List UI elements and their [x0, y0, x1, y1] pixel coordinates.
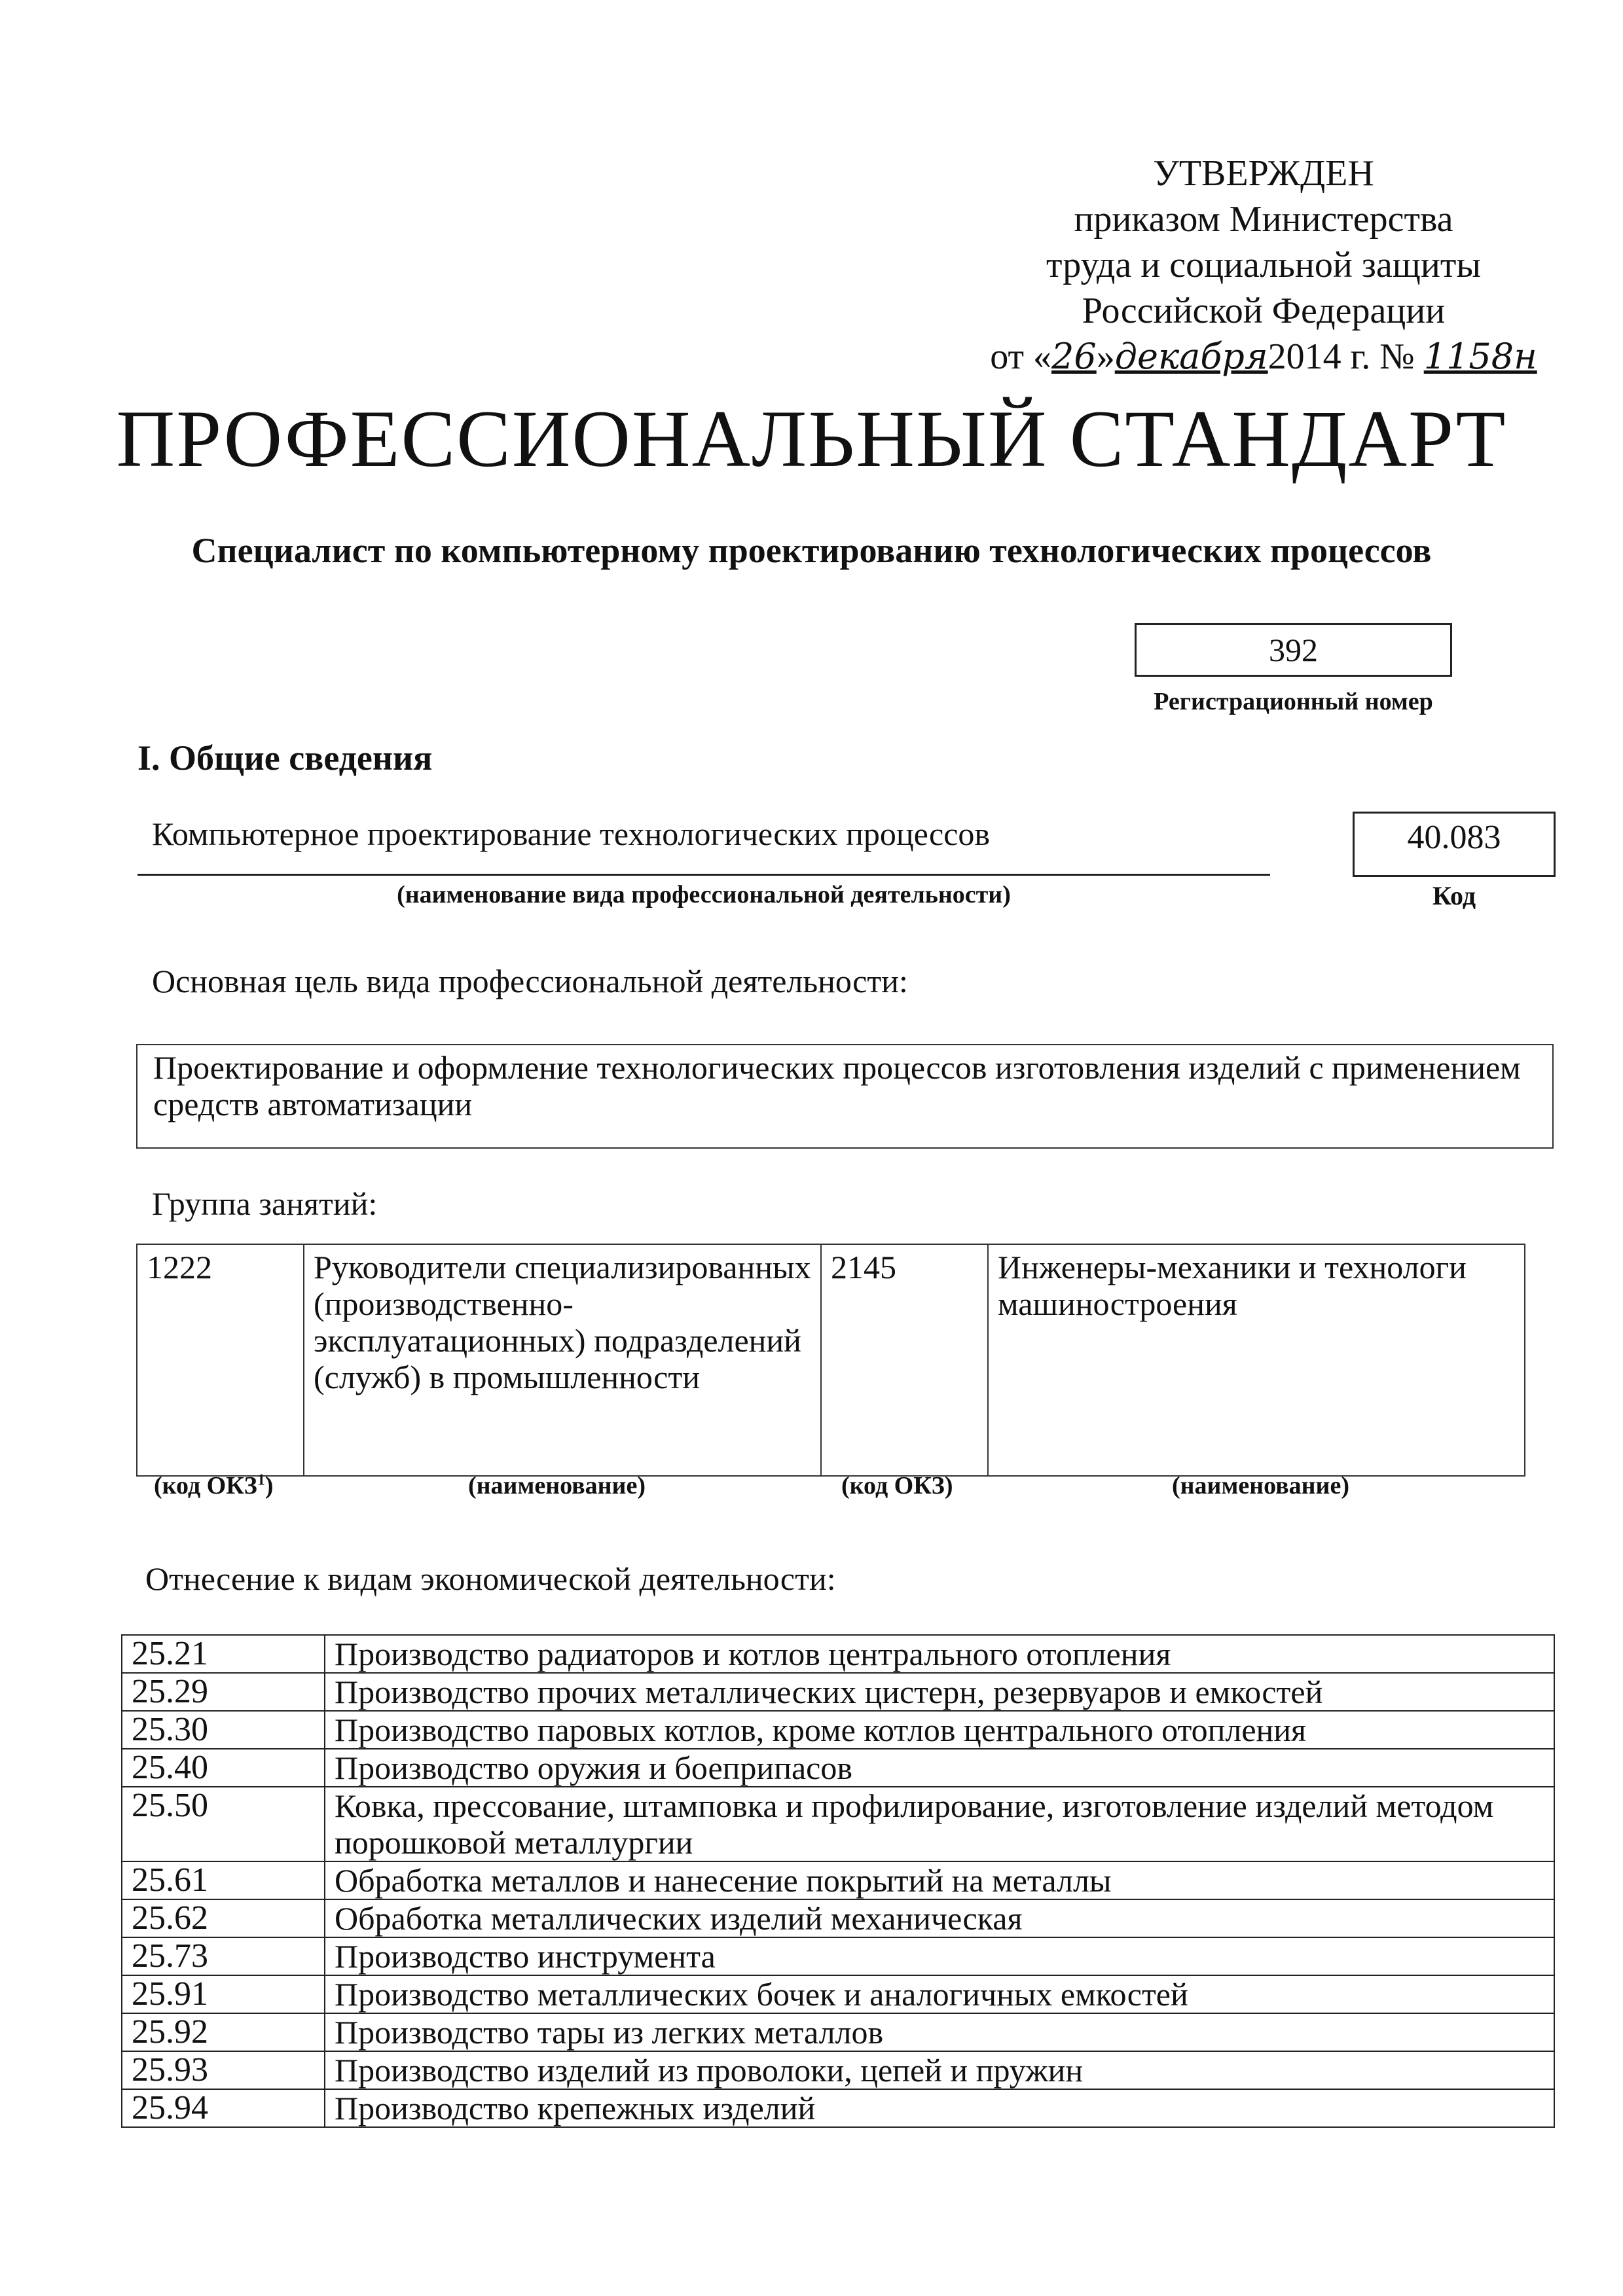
activity-code-box: 40.083: [1353, 812, 1556, 877]
document-title: ПРОФЕССИОНАЛЬНЫЙ СТАНДАРТ: [116, 394, 1507, 484]
approval-line: Российской Федерации: [1082, 291, 1446, 331]
table-row: [122, 2051, 1554, 2089]
activity-code-cell: 25.21: [122, 1635, 325, 1673]
date-prefix: от «: [990, 336, 1051, 377]
occupation-code-caption: [154, 1471, 274, 1500]
activity-name-cell: Производство радиаторов и котлов центрального отопления: [325, 1635, 1554, 1673]
date-mid: »: [1096, 336, 1115, 377]
economic-activity-rows: [122, 1635, 1554, 2127]
economic-activity-label: Отнесение к видам экономической деятельности:: [145, 1560, 836, 1597]
footnote-mark: 1: [257, 1471, 265, 1489]
table-row: [122, 1673, 1554, 1711]
activity-code-cell: 25.93: [122, 2051, 325, 2089]
activity-name-cell: Ковка, прессование, штамповка и профилирование, изготовление изделий методом порошковой металлургии: [325, 1787, 1554, 1861]
order-number-handwritten: 1158н: [1423, 336, 1537, 377]
date-year: 2014 г. №: [1267, 336, 1415, 377]
approval-block: [956, 151, 1571, 380]
approval-line: труда и социальной защиты: [1046, 245, 1481, 285]
registration-number-box: 392: [1135, 623, 1452, 677]
activity-name-cell: Обработка металлических изделий механическая: [325, 1899, 1554, 1937]
occupation-group-table: [136, 1244, 1525, 1477]
activity-code-cell: 25.73: [122, 1937, 325, 1975]
table-row: [122, 1749, 1554, 1787]
caption-text: ): [264, 1472, 274, 1499]
table-row: [122, 1975, 1554, 2013]
date-month-handwritten: декабря: [1114, 336, 1268, 377]
occupation-name: Инженеры-механики и технологи машиностроения: [988, 1244, 1525, 1476]
activity-underline: [137, 874, 1270, 876]
activity-code-cell: 25.29: [122, 1673, 325, 1711]
section-heading: I. Общие сведения: [137, 738, 433, 778]
activity-code-caption: Код: [1432, 881, 1476, 910]
goal-box: Проектирование и оформление технологических процессов изготовления изделий с применением средств автоматизации: [136, 1044, 1554, 1149]
table-row: [122, 1899, 1554, 1937]
activity-name: Компьютерное проектирование технологических процессов: [152, 816, 991, 852]
occupation-code-caption: (код ОКЗ): [841, 1472, 953, 1499]
activity-name-cell: Обработка металлов и нанесение покрытий на металлы: [325, 1861, 1554, 1899]
activity-name-cell: Производство металлических бочек и аналогичных емкостей: [325, 1975, 1554, 2013]
activity-caption: (наименование вида профессиональной деятельности): [397, 881, 1011, 908]
date-day-handwritten: 26: [1051, 336, 1097, 377]
caption-text: (код ОКЗ: [154, 1472, 257, 1499]
approval-heading: УТВЕРЖДЕН: [1153, 153, 1374, 194]
occupation-code: 1222: [137, 1244, 304, 1476]
activity-name-cell: Производство инструмента: [325, 1937, 1554, 1975]
document-subtitle: Специалист по компьютерному проектированию технологических процессов: [191, 531, 1432, 570]
activity-code-cell: 25.40: [122, 1749, 325, 1787]
activity-name-cell: Производство оружия и боеприпасов: [325, 1749, 1554, 1787]
occupation-name-caption: (наименование): [468, 1472, 646, 1499]
activity-name-cell: Производство изделий из проволоки, цепей и пружин: [325, 2051, 1554, 2089]
activity-code-cell: 25.50: [122, 1787, 325, 1861]
table-row: [122, 1711, 1554, 1749]
table-row: [122, 1635, 1554, 1673]
activity-name-cell: Производство тары из легких металлов: [325, 2013, 1554, 2051]
goal-label: Основная цель вида профессиональной деятельности:: [152, 963, 908, 999]
activity-name-cell: Производство прочих металлических цистерн, резервуаров и емкостей: [325, 1673, 1554, 1711]
occupation-name: Руководители специализированных (производственно-эксплуатационных) подразделений (служб) в промышленности: [304, 1244, 821, 1476]
activity-code-cell: 25.92: [122, 2013, 325, 2051]
occupation-name-caption: (наименование): [1172, 1472, 1349, 1499]
table-row: [122, 1787, 1554, 1861]
economic-activity-table: [121, 1634, 1555, 2128]
occupation-code: 2145: [821, 1244, 988, 1476]
table-row: [122, 2013, 1554, 2051]
activity-code-cell: 25.94: [122, 2089, 325, 2127]
table-row: [122, 2089, 1554, 2127]
activity-code-cell: 25.62: [122, 1899, 325, 1937]
activity-code-cell: 25.91: [122, 1975, 325, 2013]
approval-line: приказом Министерства: [1074, 199, 1453, 240]
table-row: [137, 1244, 1525, 1476]
activity-name-cell: Производство паровых котлов, кроме котлов центрального отопления: [325, 1711, 1554, 1749]
table-row: [122, 1861, 1554, 1899]
activity-code-cell: 25.61: [122, 1861, 325, 1899]
activity-code-cell: 25.30: [122, 1711, 325, 1749]
registration-caption: Регистрационный номер: [1154, 688, 1433, 715]
approval-date-line: [956, 334, 1571, 380]
occupation-group-label: Группа занятий:: [152, 1185, 378, 1222]
table-row: [122, 1937, 1554, 1975]
activity-name-cell: Производство крепежных изделий: [325, 2089, 1554, 2127]
